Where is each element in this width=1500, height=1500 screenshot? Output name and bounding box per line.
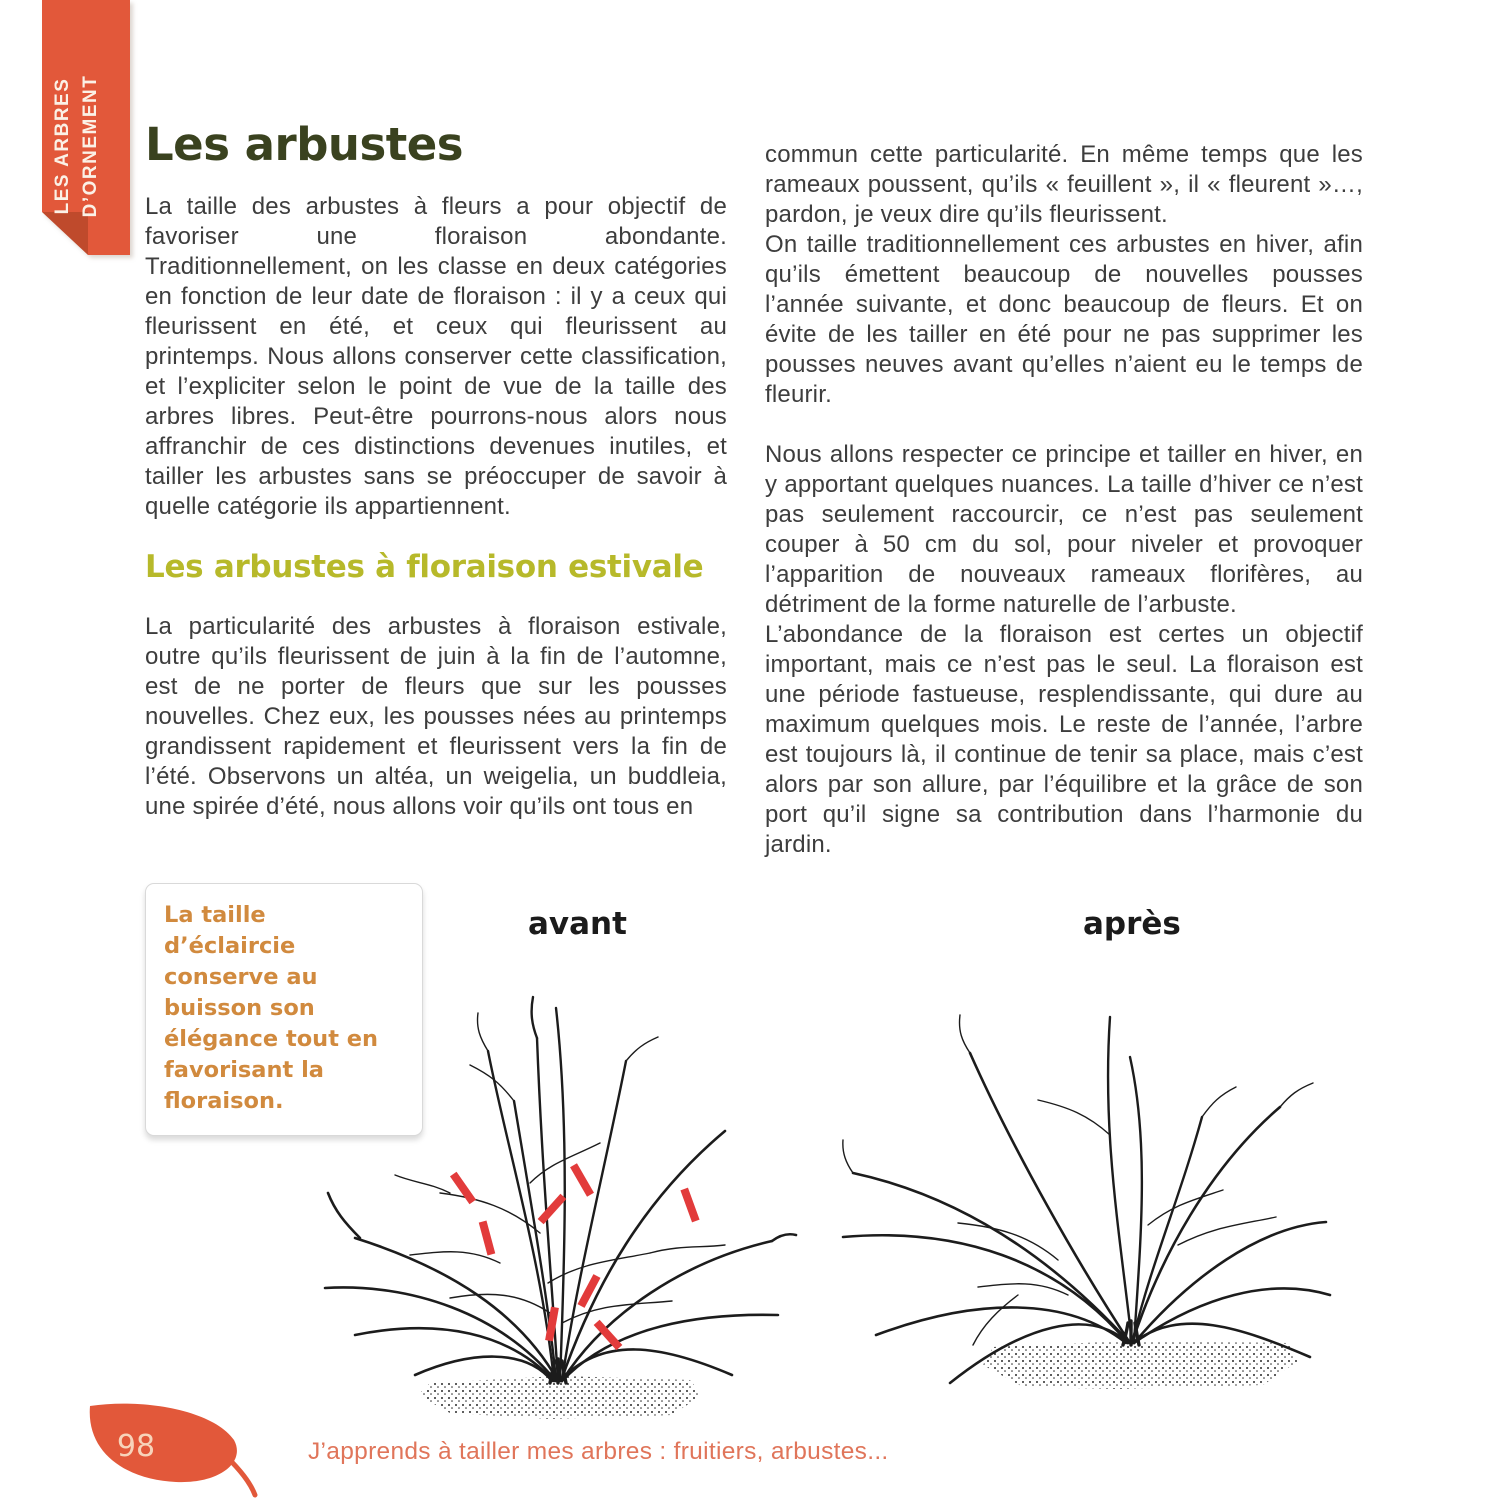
ground-stipple (983, 1341, 1298, 1389)
right-paragraph-4: L’abondance de la floraison est certes un objectif important, mais ce n’est pas le seul. La floraison est une période fastueuse, resplendissante, qui dure au maximum quelques mois. Le reste de l’année, l’arbre est toujours là, il continue de tenir sa place, mais c’est alors par son allure, par l’équilibre et la grâce de son port qu’il signe sa contribution dans l’harmonie du jardin. (765, 621, 1363, 858)
left-paragraph-1: La taille des arbustes à fleurs a pour objectif de favoriser une floraison abondante. Traditionnellement, on les classe en deux catégories en fonction de leur date de floraison : il y a ceux qui fleurissent en été, et ceux qui fleurissent au printemps. Nous allons conserver cette classification, et l’expliciter selon le point de vue de la taille des arbres libres. Peut-être pourrons-nous alors nous affranchir de ces distinctions devenues inutiles, et tailler les arbustes sans se préoccuper de savoir à quelle catégorie ils appartiennent. (145, 193, 727, 520)
page-number: 98 (116, 1429, 156, 1464)
callout-box (145, 883, 423, 1136)
right-paragraph-2: On taille traditionnellement ces arbustes en hiver, afin qu’ils émettent beaucoup de nouvelles pousses l’année suivante, et donc beaucoup de fleurs. Et on évite de les tailler en été pour ne pas supprimer les pousses neuves avant qu’elles n’aient eu le temps de fleurir. (765, 231, 1363, 408)
bush-after-illustration (818, 995, 1338, 1415)
right-paragraph-1: commun cette particularité. En même temps que les rameaux poussent, qu’ils « feuillent », il « fleurent »…, pardon, je veux dire qu’ils fleurissent. (765, 141, 1363, 228)
ribbon-line1: LES ARBRES (52, 77, 73, 215)
left-column (145, 192, 727, 822)
ground-stipple (418, 1376, 702, 1419)
pruning-cut-marks (450, 1163, 700, 1350)
page-number-leaf (48, 1396, 298, 1500)
ribbon-fold (42, 212, 88, 255)
right-paragraph-3: Nous allons respecter ce principe et tailler en hiver, en y apportant quelques nuances. La taille d’hiver ce n’est pas seulement raccourcir, ce n’est pas seulement couper à 50 cm du sol, pour niveler et provoquer l’apparition de nouveaux rameaux florifères, au détriment de la forme naturelle de l’arbuste. (765, 441, 1363, 618)
page-title: Les arbustes (145, 118, 464, 171)
figure-label-after: après (1083, 906, 1181, 942)
chapter-ribbon (0, 0, 150, 270)
right-column (765, 140, 1363, 860)
figure-label-before: avant (528, 906, 627, 942)
left-paragraph-2: La particularité des arbustes à floraison estivale, outre qu’ils fleurissent de juin à la fin de l’automne, est de ne porter de fleurs que sur les pousses nouvelles. Chez eux, les pousses nées au printemps grandissent rapidement et fleurissent vers la fin de l’été. Observons un altéa, un weigelia, un buddleia, une spirée d’été, nous allons voir qu’ils ont tous en (145, 613, 727, 820)
section-subheading: Les arbustes à floraison estivale (145, 549, 704, 585)
leaf-stem (226, 1456, 255, 1495)
leaf-shape (90, 1404, 237, 1483)
footer-book-title: J’apprends à tailler mes arbres : fruitiers, arbustes... (308, 1438, 889, 1465)
callout-text: La taille d’éclaircie conserve au buisson son élégance tout en favorisant la floraison. (164, 902, 379, 1114)
ribbon-line2: D’ORNEMENT (80, 74, 101, 218)
